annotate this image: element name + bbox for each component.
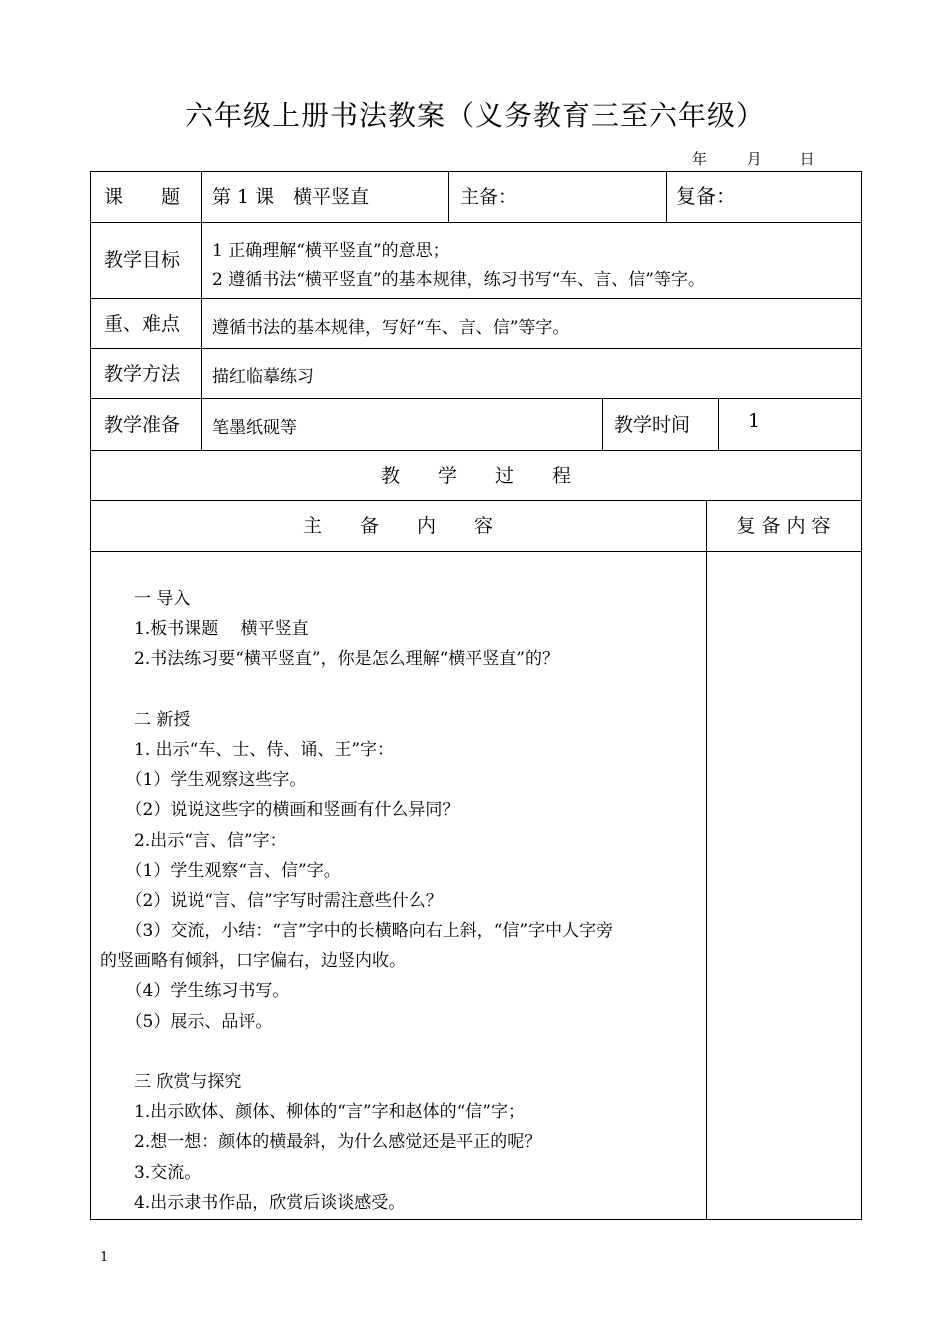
key-points-value: 遵循书法的基本规律，写好“车、言、信”等字。 [212, 318, 570, 338]
method-value: 描红临摹练习 [212, 367, 314, 387]
review-content-header: 复 备 内 容 [736, 515, 831, 537]
table-border [90, 171, 862, 172]
table-border [666, 171, 667, 222]
content-line: 的竖画略有倾斜，口字偏右，边竖内收。 [100, 951, 406, 972]
document-title: 六年级上册书法教案（义务教育三至六年级） [184, 99, 765, 132]
method-label: 教学方法 [104, 363, 181, 385]
review-prep-label: 复备： [676, 184, 736, 208]
date-year: 年 [692, 150, 708, 168]
content-line: 1.出示欧体、颜体、柳体的“言”字和赵体的“信”字； [100, 1102, 525, 1123]
content-line: （3）交流，小结：“言”字中的长横略向右上斜，“信”字中人字旁 [100, 921, 614, 942]
table-border [706, 500, 707, 1219]
table-border [90, 398, 862, 399]
table-border [201, 171, 202, 450]
date-line [692, 148, 815, 169]
preparation-label: 教学准备 [104, 414, 181, 436]
content-line: 一 导入 [100, 589, 191, 609]
content-line: 三 欣赏与探究 [100, 1072, 242, 1092]
content-line: （2）说说这些字的横画和竖画有什么异同？ [100, 800, 460, 821]
process-header: 教 学 过 程 [380, 465, 571, 487]
table-border [448, 171, 449, 222]
objective-line-1: 1 正确理解“横平竖直”的意思； [212, 241, 450, 261]
content-line: 1.板书课题 横平竖直 [100, 619, 309, 640]
key-points-label: 重、难点 [104, 313, 181, 335]
lesson-title: 第 1 课 横平竖直 [212, 186, 370, 208]
table-border [90, 222, 862, 223]
table-border [90, 171, 91, 1220]
content-line: （1）学生观察这些字。 [100, 770, 307, 791]
content-line: （4）学生练习书写。 [100, 981, 290, 1002]
main-prep-label: 主备： [460, 186, 518, 208]
main-content-body [100, 584, 700, 1218]
content-line [100, 675, 700, 705]
content-line: （2）说说“言、信”字写时需注意些什么？ [100, 890, 443, 911]
content-line: 2.书法练习要“横平竖直”，你是怎么理解“横平竖直”的？ [100, 649, 559, 670]
table-border [90, 500, 862, 501]
content-line: 二 新授 [100, 709, 191, 730]
preparation-value: 笔墨纸砚等 [212, 418, 297, 438]
table-border [90, 298, 862, 299]
content-line: 3.交流。 [100, 1162, 202, 1183]
content-line: 1. 出示“车、士、侍、诵、王”字： [100, 739, 395, 760]
objective-line-2: 2 遵循书法“横平竖直”的基本规律，练习书写“车、言、信”等字。 [212, 270, 705, 290]
content-line: （1）学生观察“言、信”字。 [100, 860, 341, 881]
table-border [90, 551, 862, 552]
date-month: 月 [746, 150, 762, 168]
table-border [602, 398, 603, 450]
objectives-label: 教学目标 [104, 249, 181, 271]
content-line: 2.想一想：颜体的横最斜，为什么感觉还是平正的呢？ [100, 1132, 542, 1153]
content-line: （5）展示、品评。 [100, 1011, 273, 1032]
content-line: 2.出示“言、信”字： [100, 830, 287, 851]
teaching-time-value: 1 [748, 410, 761, 432]
table-border [718, 398, 719, 450]
main-content-header: 主 备 内 容 [302, 515, 493, 537]
table-border [90, 450, 862, 451]
content-line: 4.出示隶书作品，欣赏后谈谈感受。 [100, 1192, 406, 1213]
page-number: 1 [100, 1250, 109, 1265]
table-border [90, 1219, 862, 1220]
date-day: 日 [799, 150, 815, 168]
table-border [90, 348, 862, 349]
table-border [861, 171, 862, 1220]
teaching-time-label: 教学时间 [614, 414, 691, 436]
content-line [100, 1037, 700, 1067]
lesson-label: 课 题 [104, 186, 181, 208]
